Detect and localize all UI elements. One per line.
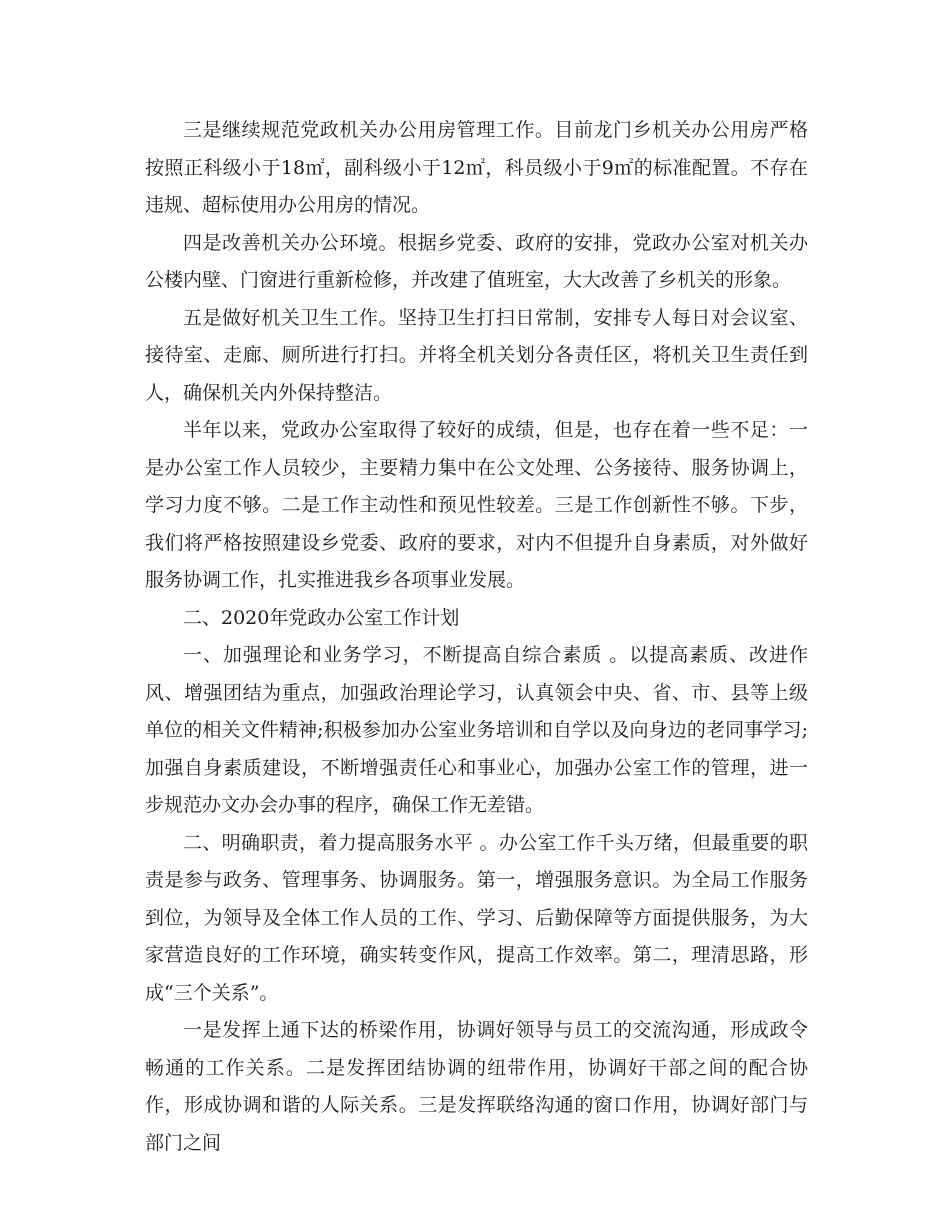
paragraph-office-space: 三是继续规范党政机关办公用房管理工作。目前龙门乡机关办公用房严格按照正科级小于18㎡，副科级小于12㎡，科员级小于9㎡的标准配置。不存在违规、超标使用办公用房的情况。 <box>145 119 808 216</box>
paragraph-summary-shortcomings: 半年以来，党政办公室取得了较好的成绩，但是，也存在着一些不足：一是办公室工作人员较少，主要精力集中在公文处理、公务接待、服务协调上，学习力度不够。二是工作主动性和预见性较差。三是工作创新性不够。下步，我们将严格按照建设乡党委、政府的要求，对内不但提升自身素质，对外做好服务协调工作，扎实推进我乡各项事业发展。 <box>145 419 808 591</box>
paragraph-plan-relations: 一是发挥上通下达的桥梁作用，协调好领导与员工的交流沟通，形成政令畅通的工作关系。二是发挥团结协调的纽带作用，协调好干部之间的配合协作，形成协调和谐的人际关系。三是发挥联络沟通的窗口作用，协调好部门与部门之间 <box>145 1019 808 1154</box>
paragraph-plan-study: 一、加强理论和业务学习，不断提高自综合素质 。以提高素质、改进作风、增强团结为重点，加强政治理论学习，认真领会中央、省、市、县等上级单位的相关文件精神;积极参加办公室业务培训和自学以及向身边的老同事学习;加强自身素质建设，不断增强责任心和事业心，加强办公室工作的管理，进一步规范办文办会办事的程序，确保工作无差错。 <box>145 644 808 816</box>
paragraph-hygiene: 五是做好机关卫生工作。坚持卫生打扫日常制，安排专人每日对会议室、接待室、走廊、厕所进行打扫。并将全机关划分各责任区，将机关卫生责任到人，确保机关内外保持整洁。 <box>145 306 808 404</box>
paragraph-office-environment: 四是改善机关办公环境。根据乡党委、政府的安排，党政办公室对机关办公楼内壁、门窗进行重新检修，并改建了值班室，大大改善了乡机关的形象。 <box>145 231 808 291</box>
section-heading-2020-plan: 二、2020年党政办公室工作计划 <box>183 606 460 629</box>
document-body <box>145 112 808 1162</box>
paragraph-plan-duties: 二、明确职责，着力提高服务水平 。办公室工作千头万绪，但最重要的职责是参与政务、管理事务、协调服务。第一，增强服务意识。为全局工作服务到位，为领导及全体工作人员的工作、学习、后勤保障等方面提供服务，为大家营造良好的工作环境，确实转变作风，提高工作效率。第二，理清思路，形成“三个关系”。 <box>145 831 808 1004</box>
